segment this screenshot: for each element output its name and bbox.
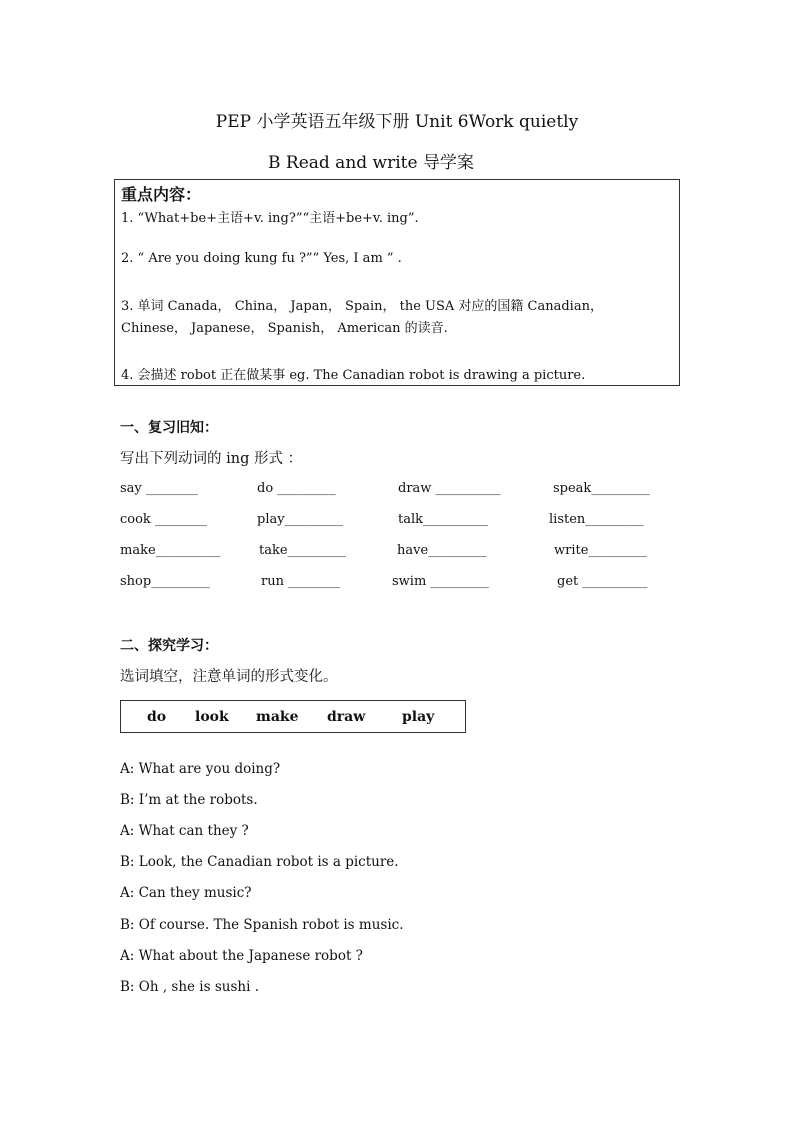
dialogue-line: A: What are you doing? bbox=[120, 761, 281, 777]
dialogue-line: A: What can they ? bbox=[120, 823, 249, 839]
word-bank-item: look bbox=[195, 709, 229, 725]
word-bank-item: do bbox=[147, 709, 167, 725]
key-point-1: 1. “What+be+主语+v. ing?”“主语+be+v. ing”. bbox=[121, 211, 419, 226]
verb-blank[interactable]: make__________ bbox=[120, 543, 221, 558]
dialogue-line: A: Can they music? bbox=[120, 885, 252, 901]
verb-blank[interactable]: say ________ bbox=[120, 481, 198, 496]
key-point-4: 4. 会描述 robot 正在做某事 eg. The Canadian robot is drawing a picture. bbox=[121, 368, 586, 383]
dialogue-line: B: I’m at the robots. bbox=[120, 792, 258, 808]
verb-blank[interactable]: get __________ bbox=[557, 574, 648, 589]
verb-blank[interactable]: swim _________ bbox=[392, 574, 489, 589]
verb-blank[interactable]: play_________ bbox=[257, 512, 344, 527]
dialogue-line: B: Oh , she is sushi . bbox=[120, 979, 259, 995]
key-point-2: 2. “ Are you doing kung fu ?”“ Yes, I am ” . bbox=[121, 251, 402, 266]
word-bank-item: draw bbox=[327, 709, 366, 725]
verb-blank[interactable]: draw __________ bbox=[398, 481, 501, 496]
verb-blank[interactable]: do _________ bbox=[257, 481, 336, 496]
key-point-3-cont: Chinese， Japanese， Spanish， American 的读音. bbox=[121, 321, 448, 336]
word-bank-item: play bbox=[402, 709, 435, 725]
verb-blank[interactable]: take_________ bbox=[259, 543, 347, 558]
section2-heading: 二、探究学习： bbox=[120, 638, 218, 654]
verb-blank[interactable]: shop_________ bbox=[120, 574, 210, 589]
verb-blank[interactable]: speak_________ bbox=[553, 481, 650, 496]
page-title: PEP 小学英语五年级下册 Unit 6Work quietly bbox=[215, 112, 579, 132]
section2-instruction: 选词填空，注意单词的形式变化。 bbox=[120, 669, 338, 685]
verb-blank[interactable]: listen_________ bbox=[549, 512, 644, 527]
verb-blank[interactable]: run ________ bbox=[261, 574, 341, 589]
section1-heading: 一、复习旧知： bbox=[120, 420, 218, 436]
verb-blank[interactable]: write_________ bbox=[554, 543, 647, 558]
verb-blank[interactable]: talk__________ bbox=[398, 512, 489, 527]
dialogue-line: B: Look, the Canadian robot is a picture. bbox=[120, 854, 399, 870]
dialogue-line: A: What about the Japanese robot ? bbox=[120, 948, 363, 964]
word-bank-item: make bbox=[256, 709, 299, 725]
key-point-3: 3. 单词 Canada， China， Japan， Spain， the USA 对应的国籍 Canadian， bbox=[121, 299, 603, 314]
page-subtitle: B Read and write 导学案 bbox=[268, 153, 474, 173]
dialogue-line: B: Of course. The Spanish robot is music. bbox=[120, 917, 404, 933]
section1-instruction: 写出下列动词的 ing 形式 ： bbox=[120, 451, 303, 467]
verb-blank[interactable]: have_________ bbox=[397, 543, 487, 558]
key-points-box bbox=[114, 179, 680, 386]
key-points-heading: 重点内容： bbox=[121, 185, 202, 204]
verb-blank[interactable]: cook ________ bbox=[120, 512, 207, 527]
word-bank bbox=[120, 700, 466, 733]
